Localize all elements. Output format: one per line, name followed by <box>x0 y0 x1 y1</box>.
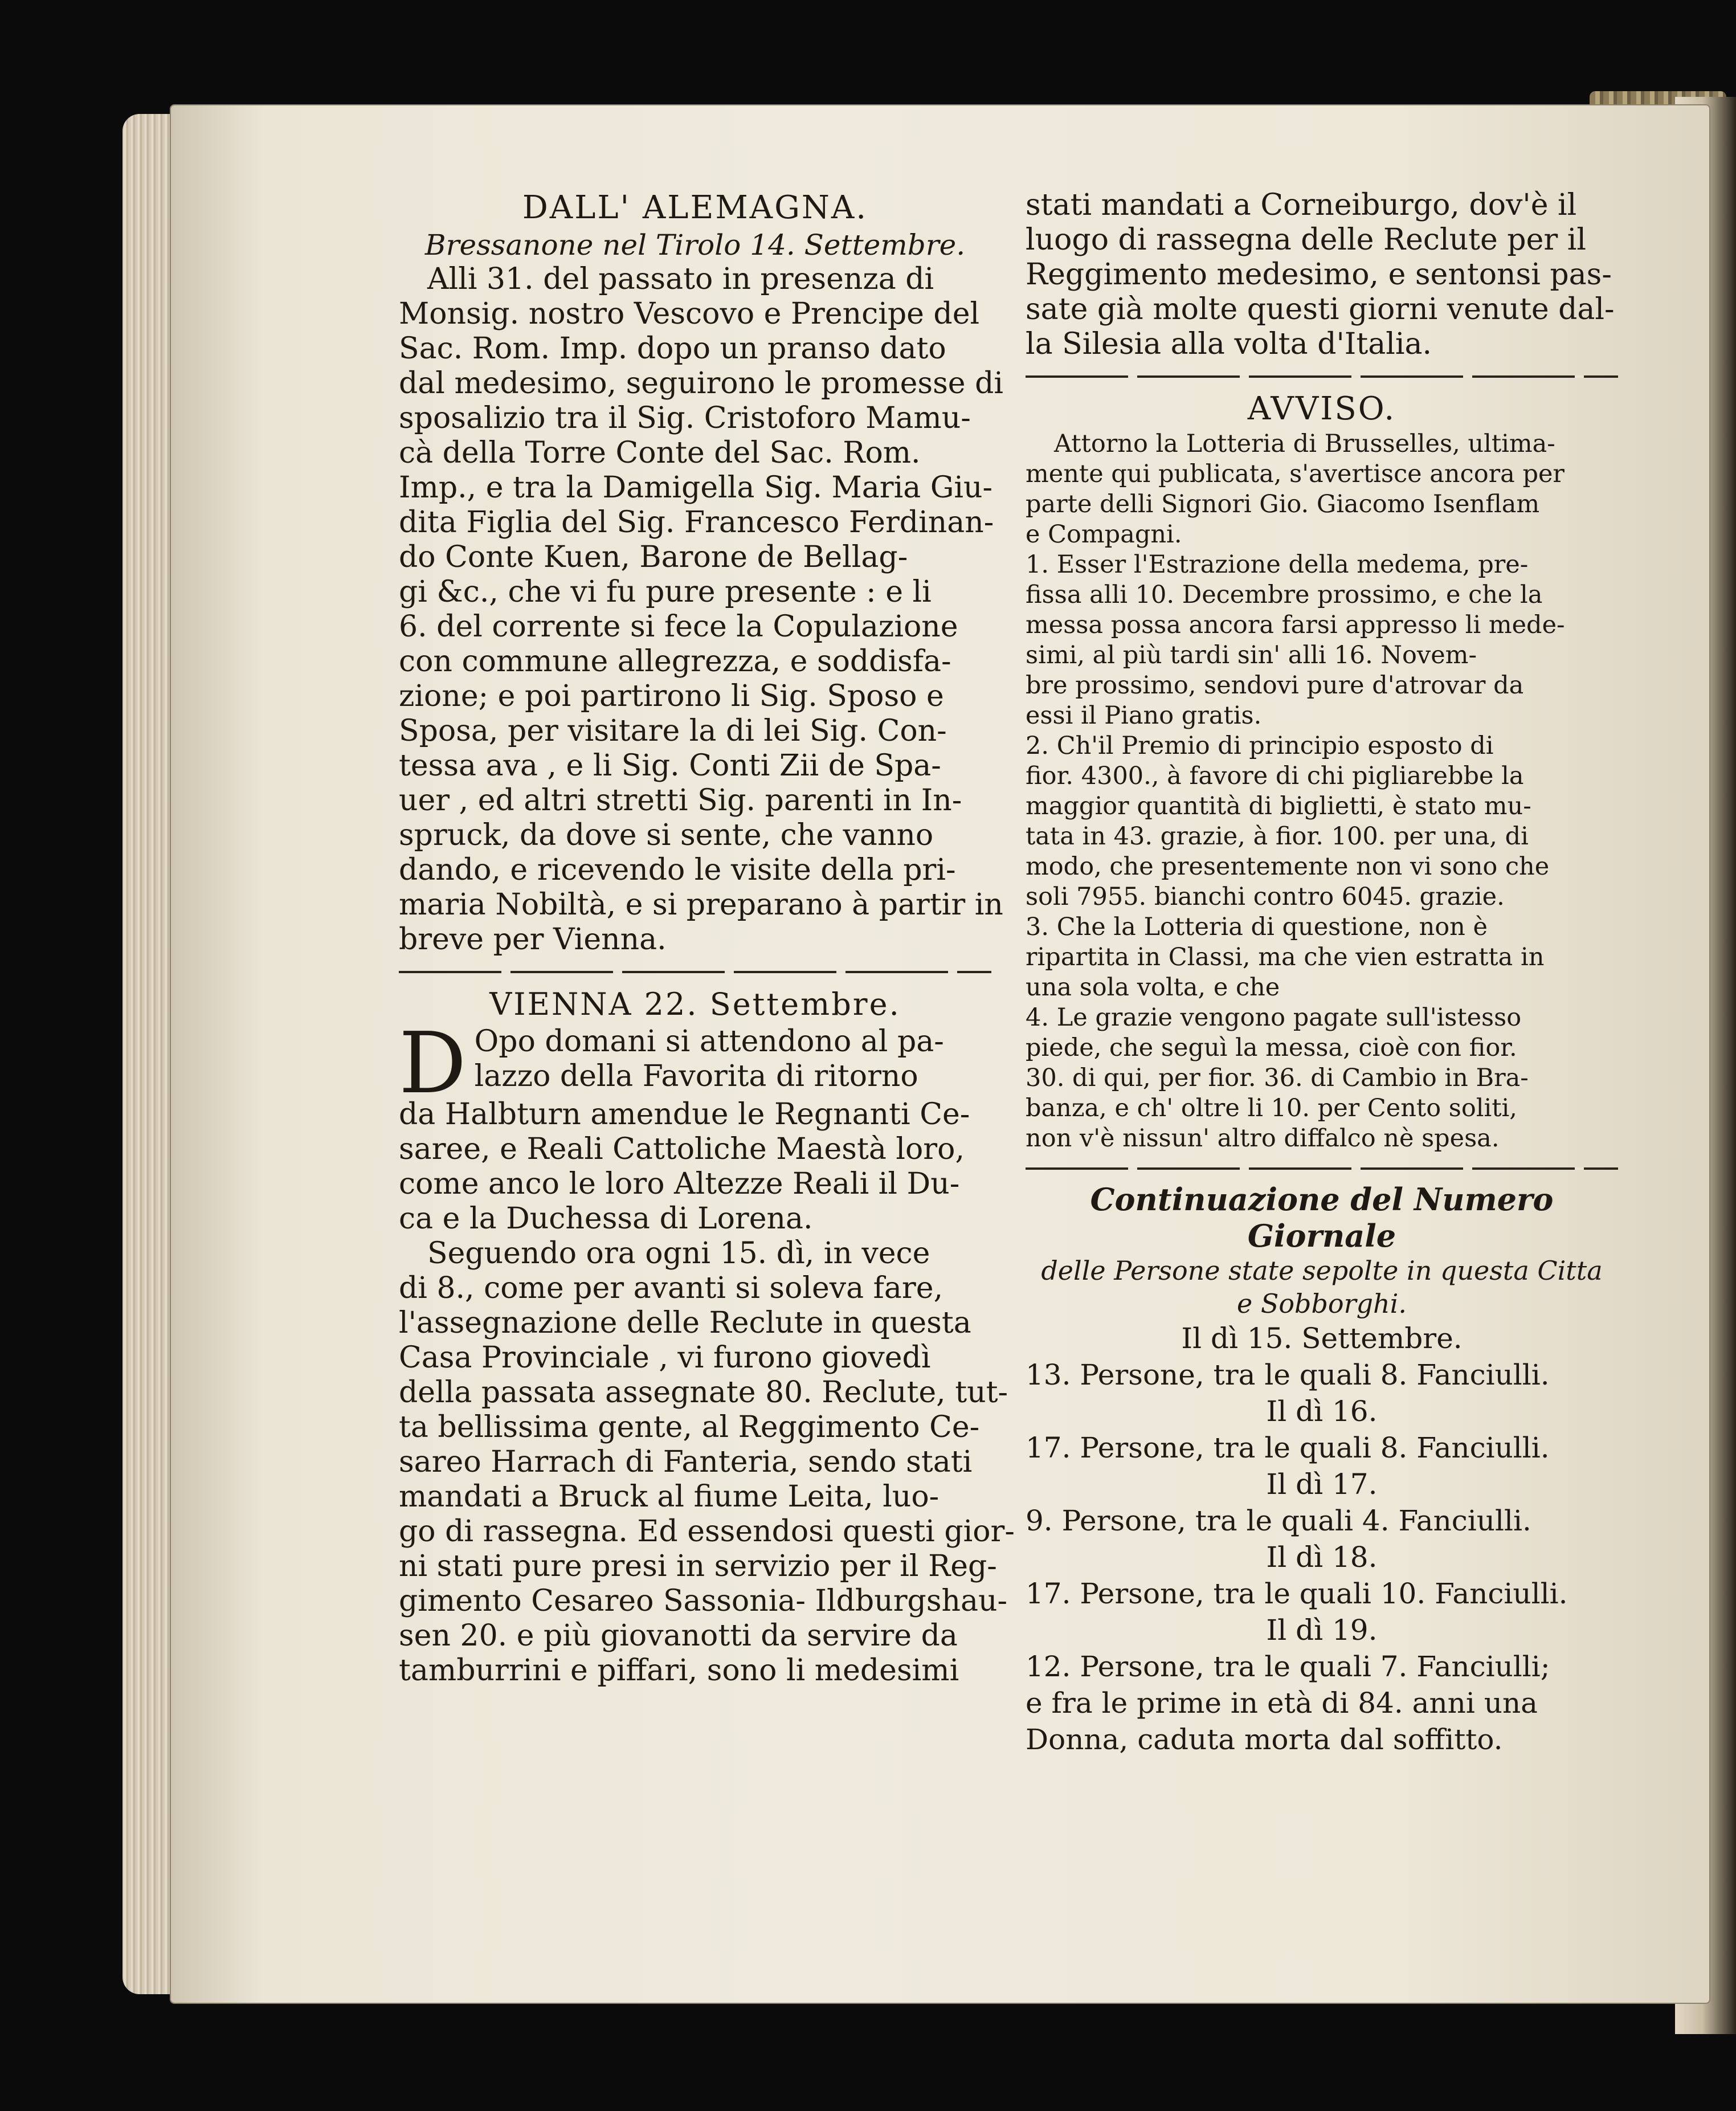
death-entry: 12. Persone, tra le quali 7. Fanciulli; <box>1026 1650 1550 1683</box>
drop-cap: D <box>399 1014 467 1112</box>
text-line: stati mandati a Corneiburgo, dov'è il <box>1026 188 1577 222</box>
text-line: gi &c., che vi fu pure presente : e li <box>399 575 932 609</box>
text-line: e Compagni. <box>1026 520 1182 549</box>
divider <box>399 971 991 973</box>
text-line: mandati a Bruck al fiume Leita, luo- <box>399 1480 940 1514</box>
text-line: Opo domani si attendono al pa- <box>474 1024 944 1059</box>
text-line: modo, che presentemente non vi sono che <box>1026 852 1550 881</box>
text-line: ripartita in Classi, ma che vien estratta in <box>1026 943 1545 971</box>
death-entry: 13. Persone, tra le quali 8. Fanciulli. <box>1026 1358 1550 1391</box>
text-line: soli 7955. bianchi contro 6045. grazie. <box>1026 883 1505 911</box>
text-line: ta bellissima gente, al Reggimento Ce- <box>399 1410 980 1444</box>
avviso-points <box>1026 550 1618 1154</box>
text-line: 3. Che la Lotteria di questione, non è <box>1026 913 1488 941</box>
death-date: Il dì 15. Settembre. <box>1181 1322 1463 1355</box>
text-line: ca e la Duchessa di Lorena. <box>399 1202 813 1236</box>
article-bressanone <box>399 262 1003 957</box>
text-line: go di rassegna. Ed essendosi questi gior- <box>399 1514 1015 1549</box>
death-date: Il dì 19. <box>1266 1614 1378 1647</box>
vienna-heading: VIENNA 22. Settembre. <box>489 986 901 1022</box>
text-line: 1. Esser l'Estrazione della medema, pre- <box>1026 550 1529 579</box>
text-line: spruck, da dove si sente, che vanno <box>399 818 934 852</box>
left-column <box>399 188 1015 1688</box>
text-line: essi il Piano gratis. <box>1026 701 1262 730</box>
text-line: con commune allegrezza, e soddisfa- <box>399 644 951 679</box>
text-line: Alli 31. del passato in presenza di <box>427 262 934 296</box>
text-line: mente qui publicata, s'avertisce ancora per <box>1026 460 1565 488</box>
text-line: dando, e ricevendo le visite della pri- <box>399 853 956 887</box>
text-line: Monsig. nostro Vescovo e Prencipe del <box>399 297 980 331</box>
text-line: non v'è nissun' altro diffalco nè spesa. <box>1026 1124 1500 1153</box>
text-line: Reggimento medesimo, e sentonsi pas- <box>1026 258 1612 292</box>
text-line: breve per Vienna. <box>399 922 667 957</box>
text-line: Imp., e tra la Damigella Sig. Maria Giu- <box>399 471 993 505</box>
death-date: Il dì 16. <box>1266 1395 1378 1428</box>
text-line: lazzo della Favorita di ritorno <box>474 1059 918 1093</box>
text-line: ni stati pure presi in servizio per il Reg- <box>399 1549 997 1583</box>
section-heading: DALL' ALEMAGNA. <box>522 189 868 226</box>
death-entry: e fra le prime in età di 84. anni una <box>1026 1687 1538 1720</box>
text-line: zione; e poi partirono li Sig. Sposo e <box>399 679 944 713</box>
text-line: Sac. Rom. Imp. dopo un pranso dato <box>399 332 946 366</box>
article-vienna <box>399 1014 1015 1688</box>
text-line: cà della Torre Conte del Sac. Rom. <box>399 436 921 470</box>
death-entry: 17. Persone, tra le quali 10. Fanciulli. <box>1026 1577 1568 1610</box>
death-entry: 17. Persone, tra le quali 8. Fanciulli. <box>1026 1431 1550 1464</box>
right-column <box>1026 188 1618 1758</box>
avviso-intro <box>1026 429 1618 550</box>
text-line: la Silesia alla volta d'Italia. <box>1026 327 1432 361</box>
text-line: sposalizio tra il Sig. Cristoforo Mamu- <box>399 401 971 435</box>
text-line: dal medesimo, seguirono le promesse di <box>399 366 1003 401</box>
death-date: Il dì 17. <box>1266 1468 1378 1501</box>
text-line: tamburrini e piffari, sono li medesimi <box>399 1653 959 1688</box>
text-line: piede, che seguì la messa, cioè con fior. <box>1026 1034 1517 1062</box>
continuazione-subtitle: delle Persone state sepolte in questa Citta <box>1041 1255 1603 1286</box>
text-line: fissa alli 10. Decembre prossimo, e che la <box>1026 581 1543 609</box>
text-line: sate già molte questi giorni venute dal- <box>1026 292 1615 326</box>
text-line: gimento Cesareo Sassonia- Ildburgshau- <box>399 1584 1008 1618</box>
text-line: simi, al più tardi sin' alli 16. Novem- <box>1026 641 1477 669</box>
text-line: 2. Ch'il Premio di principio esposto di <box>1026 732 1494 760</box>
text-line: Seguendo ora ogni 15. dì, in vece <box>427 1236 930 1271</box>
text-line: banza, e ch' oltre li 10. per Cento soliti, <box>1026 1094 1517 1122</box>
text-line: uer , ed altri stretti Sig. parenti in In- <box>399 783 962 818</box>
death-entry: 9. Persone, tra le quali 4. Fanciulli. <box>1026 1504 1531 1537</box>
death-date: Il dì 18. <box>1266 1541 1378 1574</box>
text-line: do Conte Kuen, Barone de Bellag- <box>399 540 908 574</box>
text-line: della passata assegnate 80. Reclute, tut- <box>399 1375 1008 1410</box>
text-line: tessa ava , e li Sig. Conti Zii de Spa- <box>399 749 941 783</box>
text-line: maria Nobiltà, e si preparano à partir in <box>399 888 1003 922</box>
divider <box>1026 375 1618 378</box>
text-line: una sola volta, e che <box>1026 973 1280 1002</box>
text-line: messa possa ancora farsi appresso li mede- <box>1026 611 1565 639</box>
text-line: tata in 43. grazie, à fior. 100. per una, di <box>1026 822 1529 851</box>
text-line: di 8., come per avanti si soleva fare, <box>399 1271 943 1305</box>
death-entry: Donna, caduta morta dal soffitto. <box>1026 1723 1503 1756</box>
text-line: 4. Le grazie vengono pagate sull'istesso <box>1026 1003 1522 1032</box>
text-line: 30. di qui, per fior. 36. di Cambio in Bra- <box>1026 1064 1529 1092</box>
text-line: dita Figlia del Sig. Francesco Ferdinan- <box>399 505 994 540</box>
dateline: Bressanone nel Tirolo 14. Settembre. <box>424 228 966 262</box>
text-line: 6. del corrente si fece la Copulazione <box>399 610 958 644</box>
text-line: sen 20. e più giovanotti da servire da <box>399 1619 958 1653</box>
text-line: luogo di rassegna delle Reclute per il <box>1026 223 1587 257</box>
article-continuation <box>1026 188 1618 362</box>
text-line: da Halbturn amendue le Regnanti Ce- <box>399 1097 970 1132</box>
death-register <box>1026 1320 1618 1758</box>
continuazione-subtitle-2: e Sobborghi. <box>1236 1288 1407 1319</box>
text-line: Attorno la Lotteria di Brusselles, ultima- <box>1054 430 1555 458</box>
text-line: maggior quantità di biglietti, è stato mu- <box>1026 792 1531 820</box>
text-line: sareo Harrach di Fanteria, sendo stati <box>399 1445 973 1479</box>
text-line: Casa Provinciale , vi furono giovedì <box>399 1341 931 1375</box>
text-line: fior. 4300., à favore di chi pigliarebbe la <box>1026 762 1524 790</box>
text-line: l'assegnazione delle Reclute in questa <box>399 1306 971 1340</box>
continuazione-title: Continuazione del Numero Giornale <box>1090 1181 1554 1254</box>
text-line: bre prossimo, sendovi pure d'atrovar da <box>1026 671 1524 700</box>
text-line: come anco le loro Altezze Reali il Du- <box>399 1167 960 1201</box>
text-line: parte delli Signori Gio. Giacomo Isenflam <box>1026 490 1540 518</box>
text-line: saree, e Reali Cattoliche Maestà loro, <box>399 1132 965 1166</box>
avviso-heading: AVVISO. <box>1247 390 1396 427</box>
text-line: Sposa, per visitare la di lei Sig. Con- <box>399 714 947 748</box>
divider <box>1026 1167 1618 1170</box>
